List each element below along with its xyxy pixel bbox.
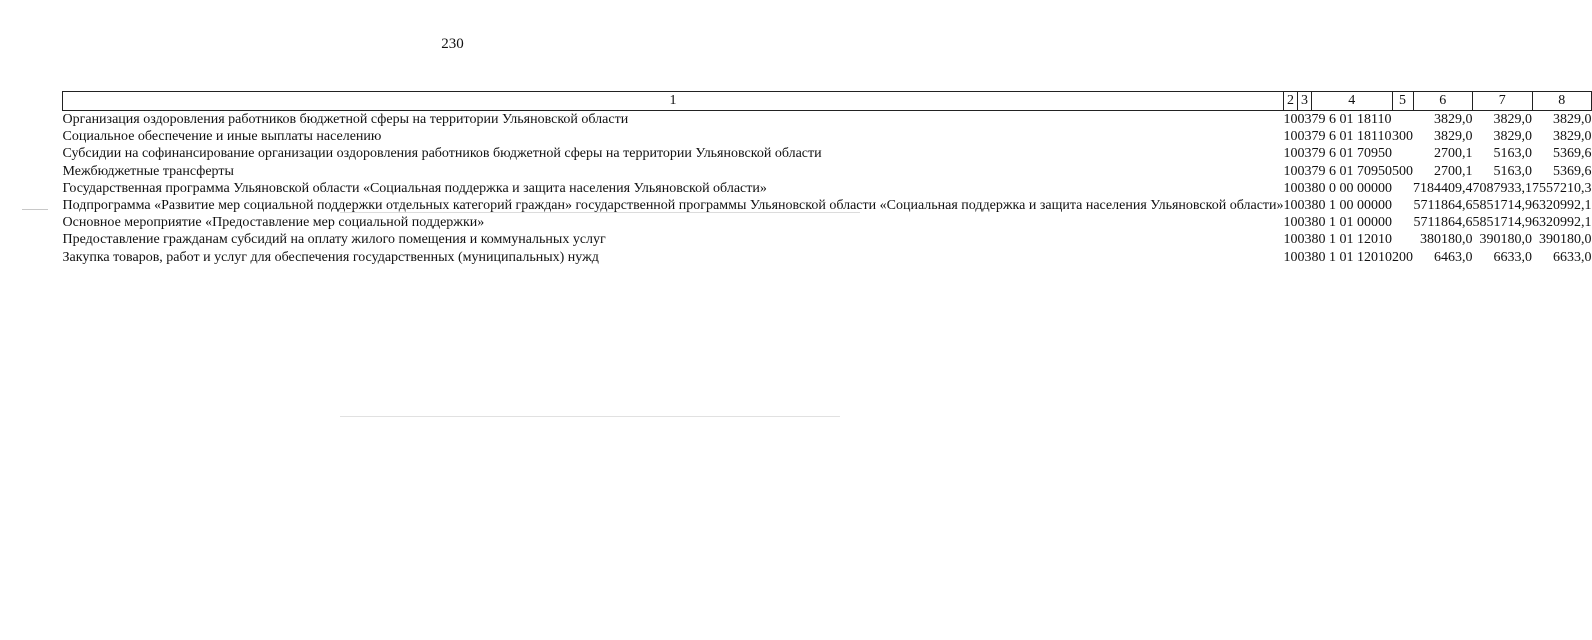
target-article-code: 80 1 00 00000 [1311,198,1393,214]
section-code: 10 [1283,129,1298,145]
target-article-code: 79 6 01 70950 [1311,163,1393,179]
item-name: Подпрограмма «Развитие мер социальной поддержки отдельных категорий граждан» государственной программы Ульяновской области «Социальная поддержка и защита населения Ульяновской области» [62,198,1284,214]
header-cell: 3 [1298,92,1312,111]
subsection-code: 03 [1297,232,1312,248]
amount-col8: 390180,0 [1539,232,1592,248]
subsection-code: 03 [1297,163,1312,179]
section-code: 10 [1283,249,1298,265]
target-article-code: 79 6 01 18110 [1311,129,1392,145]
budget-table [62,91,1592,266]
table-row [63,163,1592,180]
subsection-code: 03 [1297,215,1312,231]
amount-col6: 5711864,6 [1413,215,1473,231]
header-cell: 1 [63,92,1284,111]
target-article-code: 80 1 01 12010 [1311,232,1393,248]
subsection-code: 03 [1297,112,1312,127]
section-code: 10 [1283,180,1298,196]
amount-col7: 3829,0 [1493,129,1533,145]
table-row [63,111,1592,129]
amount-col8: 6320992,1 [1532,215,1592,231]
amount-col8: 5369,6 [1553,146,1592,162]
table-row [63,214,1592,231]
amount-col7: 3829,0 [1493,112,1533,127]
expense-type-code [1392,197,1413,214]
header-cell: 7 [1473,92,1533,111]
amount-col6: 3829,0 [1434,112,1473,127]
target-article-code: 80 0 00 00000 [1311,180,1393,196]
amount-col7: 7087933,1 [1472,180,1533,196]
item-name: Основное мероприятие «Предоставление мер социальной поддержки» [62,215,485,231]
scan-artifact [340,212,860,213]
item-name: Межбюджетные трансферты [62,163,234,179]
amount-col8: 5369,6 [1553,163,1592,179]
expense-type-code [1392,180,1413,197]
amount-col7: 5851714,9 [1472,198,1533,214]
item-name: Предоставление гражданам субсидий на оплату жилого помещения и коммунальных услуг [62,232,606,248]
amount-col8: 3829,0 [1553,129,1592,145]
header-cell: 6 [1413,92,1473,111]
item-name: Субсидии на софинансирование организации оздоровления работников бюджетной сферы на территории Ульяновской области [62,146,822,162]
amount-col6: 380180,0 [1420,232,1473,248]
amount-col6: 3829,0 [1434,129,1473,145]
amount-col7: 6633,0 [1493,249,1533,265]
section-code: 10 [1283,146,1298,162]
table-row [63,128,1592,145]
amount-col8: 6633,0 [1553,249,1592,265]
section-code: 10 [1283,163,1298,179]
header-cell: 4 [1312,92,1393,111]
target-article-code: 80 1 01 12010 [1311,249,1393,265]
expense-type-code: 200 [1392,249,1414,265]
page-number: 230 [441,36,464,52]
amount-col6: 2700,1 [1434,163,1473,179]
subsection-code: 03 [1297,198,1312,214]
item-name: Социальное обеспечение и иные выплаты населению [62,129,382,145]
amount-col7: 5163,0 [1493,146,1533,162]
subsection-code: 03 [1297,180,1312,196]
expense-type-code: 500 [1392,163,1414,179]
expense-type-code [1392,111,1413,129]
amount-col6: 2700,1 [1434,146,1473,162]
table-row [63,249,1592,266]
amount-col7: 5851714,9 [1472,215,1533,231]
header-cell: 8 [1532,92,1592,111]
subsection-code: 03 [1297,146,1312,162]
target-article-code: 80 1 01 00000 [1311,215,1393,231]
amount-col8: 7557210,3 [1532,180,1592,196]
table-row [63,180,1592,197]
amount-col7: 390180,0 [1479,232,1533,248]
item-name: Организация оздоровления работников бюджетной сферы на территории Ульяновской области [62,112,629,127]
table-header [63,92,1592,111]
section-code: 10 [1283,112,1298,127]
item-name: Государственная программа Ульяновской области «Социальная поддержка и защита населения Ульяновской области» [62,180,767,196]
amount-col7: 5163,0 [1493,163,1533,179]
expense-type-code: 300 [1392,129,1414,145]
expense-type-code [1392,145,1413,162]
header-cell: 5 [1392,92,1413,111]
amount-col6: 6463,0 [1434,249,1473,265]
section-code: 10 [1283,232,1298,248]
scan-artifact [340,416,840,417]
item-name: Закупка товаров, работ и услуг для обеспечения государственных (муниципальных) нужд [62,249,599,265]
amount-col8: 3829,0 [1553,112,1592,127]
scan-artifact [22,209,48,210]
expense-type-code [1392,231,1413,248]
subsection-code: 03 [1297,129,1312,145]
amount-col6: 5711864,6 [1413,198,1473,214]
amount-col8: 6320992,1 [1532,198,1592,214]
section-code: 10 [1283,215,1298,231]
target-article-code: 79 6 01 70950 [1311,146,1393,162]
subsection-code: 03 [1297,249,1312,265]
table-row [63,231,1592,248]
table-row [63,145,1592,162]
target-article-code: 79 6 01 18110 [1311,112,1392,127]
section-code: 10 [1283,198,1298,214]
amount-col6: 7184409,4 [1413,180,1473,196]
header-cell: 2 [1284,92,1298,111]
expense-type-code [1392,214,1413,231]
